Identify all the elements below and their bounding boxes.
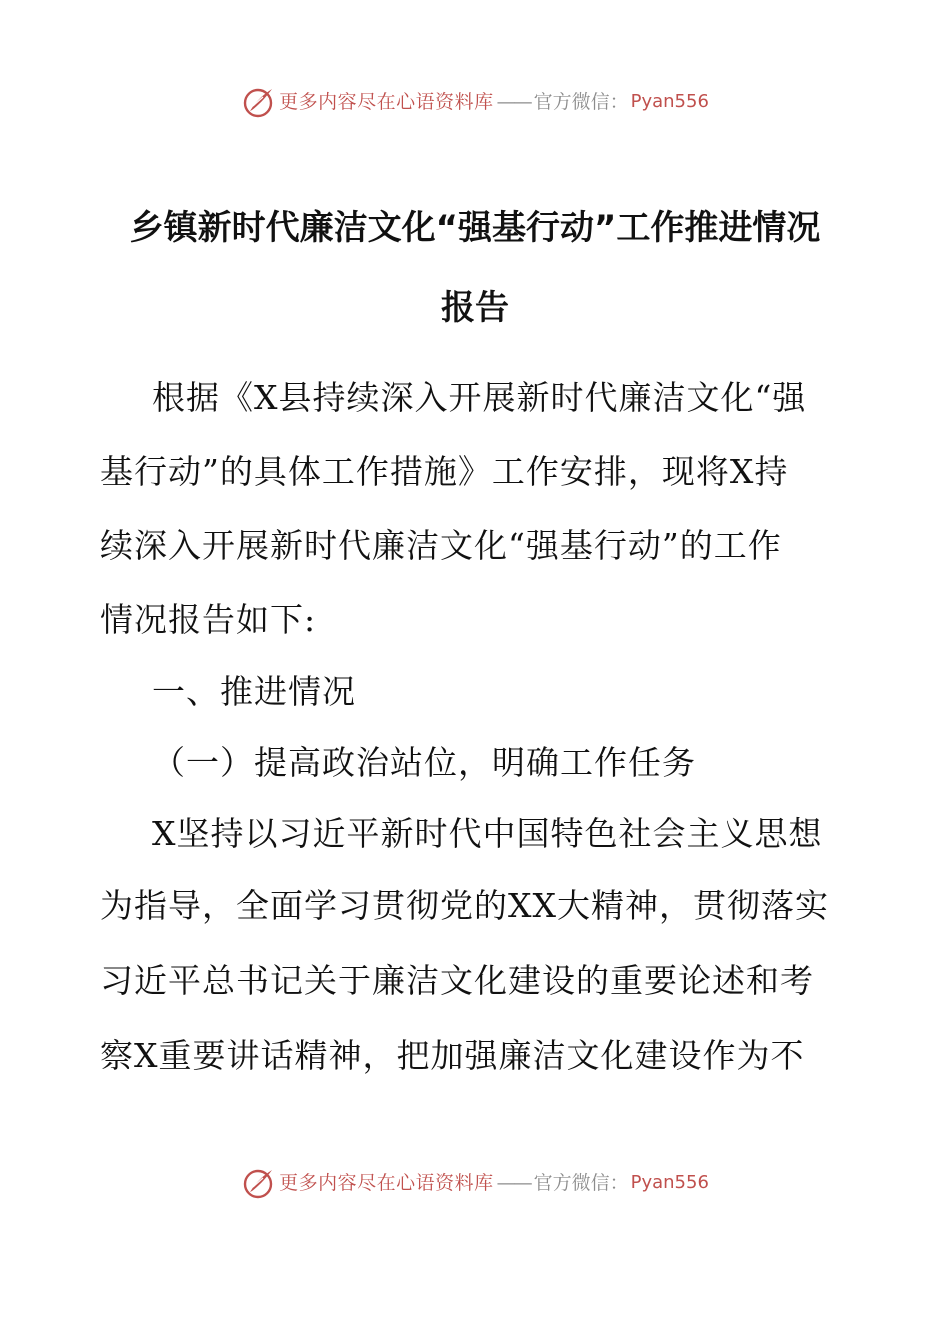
body-line: 习近平总书记关于廉洁文化建设的重要论述和考 [100,961,814,1000]
banner-wechat-label: 官方微信： [533,1172,629,1194]
body-line: 根据《X县持续深入开展新时代廉洁文化“强 [152,378,807,417]
banner-wechat-id: Pyan556 [630,91,709,112]
banner-dash: —— [496,1172,531,1194]
body-line: 情况报告如下: [100,600,317,639]
body-line: 为指导，全面学习贯彻党的XX大精神，贯彻落实 [100,886,829,925]
footer-banner [0,1163,950,1203]
subsection-heading: （一）提高政治站位，明确工作任务 [152,743,696,782]
quill-logo-icon [241,1166,275,1200]
body-line: X坚持以习近平新时代中国特色社会主义思想 [152,814,823,853]
document-title-line-1: 乡镇新时代廉洁文化“强基行动”工作推进情况 [129,208,821,248]
document-title-line-2: 报告 [441,288,509,328]
banner-wechat-id: Pyan556 [630,1172,709,1193]
quill-logo-icon [241,85,275,119]
body-line: 察X重要讲话精神，把加强廉洁文化建设作为不 [100,1036,805,1075]
banner-wechat-label: 官方微信： [533,91,629,113]
body-line: 基行动”的具体工作措施》工作安排，现将X持 [100,452,789,491]
banner-site-name: 更多内容尽在心语资料库 [279,91,494,113]
banner-dash: —— [496,91,531,113]
section-heading: 一、推进情况 [152,672,356,711]
body-line: 续深入开展新时代廉洁文化“强基行动”的工作 [100,526,782,565]
header-banner [0,82,950,122]
banner-site-name: 更多内容尽在心语资料库 [279,1172,494,1194]
